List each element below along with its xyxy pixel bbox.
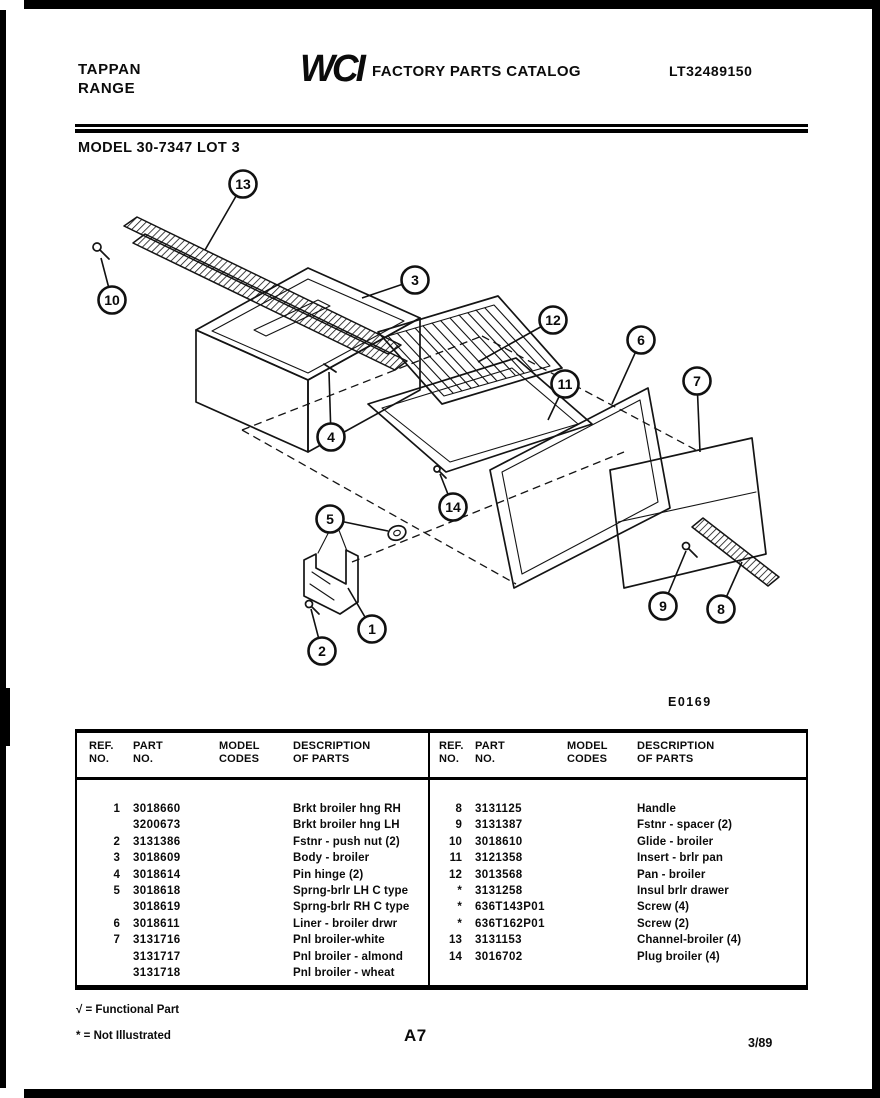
cell-codes <box>219 916 293 932</box>
table-row <box>77 850 428 866</box>
cell-part: 3013568 <box>475 868 523 881</box>
page-border-top <box>24 0 880 9</box>
cell-ref <box>89 965 133 981</box>
callout-number: 11 <box>557 376 573 392</box>
cell-codes <box>219 949 293 965</box>
table-row <box>430 834 806 850</box>
cell-codes <box>567 850 637 866</box>
table-row <box>77 932 428 948</box>
brand-line2: RANGE <box>78 80 136 97</box>
callout-number: 6 <box>637 332 645 348</box>
cell-desc: Sprng-brlr LH C type <box>293 884 409 897</box>
cell-desc: Insert - brlr pan <box>637 852 724 865</box>
cell-desc: Pan - broiler <box>637 868 706 881</box>
cell-codes <box>219 899 293 915</box>
callout-number: 4 <box>327 429 335 445</box>
cell-part: 3131387 <box>475 819 523 832</box>
hdr-desc-1: DESCRIPTION <box>293 740 371 752</box>
callout-number: 1 <box>368 621 376 637</box>
cell-desc: Brkt broiler hng RH <box>293 803 401 815</box>
cell-ref: * <box>457 917 462 930</box>
cell-desc: Pin hinge (2) <box>293 868 364 881</box>
cell-codes <box>567 817 637 833</box>
cell-desc: Screw (4) <box>637 901 690 914</box>
cell-part: 3018610 <box>475 835 523 848</box>
table-row <box>77 899 428 915</box>
table-row <box>430 916 806 932</box>
part-screw-10 <box>93 243 109 259</box>
cell-part: 3200673 <box>133 819 181 832</box>
cell-codes <box>567 899 637 915</box>
table-row <box>430 850 806 866</box>
cell-codes <box>219 834 293 850</box>
hdr-desc-1: DESCRIPTION <box>637 740 715 752</box>
table-rows-right <box>430 780 806 965</box>
table-row <box>430 801 806 817</box>
table-header-left <box>77 733 428 780</box>
cell-part: 3121358 <box>475 852 523 865</box>
col-model-codes <box>219 740 293 777</box>
cell-desc: Brkt broiler hng LH <box>293 819 400 832</box>
cell-codes <box>219 850 293 866</box>
table-row <box>77 801 428 817</box>
cell-ref: 3 <box>113 852 120 865</box>
cell-part: 3016702 <box>475 950 523 963</box>
table-row <box>430 899 806 915</box>
cell-part: 636T143P01 <box>475 901 545 914</box>
cell-part: 3018614 <box>133 868 181 881</box>
cell-codes <box>567 883 637 899</box>
cell-ref: 12 <box>449 868 462 881</box>
table-row <box>430 883 806 899</box>
cell-ref <box>89 949 133 965</box>
cell-desc: Pnl broiler-white <box>293 934 385 947</box>
cell-desc: Glide - broiler <box>637 835 714 848</box>
table-row <box>77 834 428 850</box>
cell-ref: 2 <box>113 835 120 848</box>
header-rule-2 <box>75 129 808 133</box>
part-hinge-bracket <box>304 520 358 614</box>
callout-number: 8 <box>717 601 725 617</box>
cell-ref: 4 <box>113 868 120 881</box>
brand-block <box>78 60 141 98</box>
hdr-codes-1: MODEL <box>219 740 260 752</box>
hdr-codes-2: CODES <box>219 753 260 765</box>
cell-codes <box>567 867 637 883</box>
cell-ref <box>89 817 133 833</box>
table-row <box>77 916 428 932</box>
cell-desc: Sprng-brlr RH C type <box>293 901 410 914</box>
document-number: LT32489150 <box>669 63 753 79</box>
cell-part: 3131717 <box>133 950 181 963</box>
cell-desc: Fstnr - spacer (2) <box>637 819 733 832</box>
header-rule-1 <box>75 124 808 127</box>
cell-part: 3131386 <box>133 835 181 848</box>
cell-ref: * <box>457 884 462 897</box>
cell-codes <box>567 801 637 817</box>
cell-desc: Insul brlr drawer <box>637 884 729 897</box>
cell-ref: 8 <box>455 803 462 815</box>
hdr-part-2: NO. <box>475 753 496 765</box>
table-row <box>77 883 428 899</box>
table-row <box>77 949 428 965</box>
cell-ref: 9 <box>455 819 462 832</box>
hdr-codes-2: CODES <box>567 753 608 765</box>
col-part-no <box>133 740 219 777</box>
cell-part: 3018660 <box>133 803 181 815</box>
cell-codes <box>567 916 637 932</box>
wci-logo: WCI <box>300 47 363 90</box>
hdr-ref-1: REF. <box>439 740 464 752</box>
cell-codes <box>219 801 293 817</box>
cell-part: 3131716 <box>133 934 181 947</box>
page-border-bottom <box>24 1089 880 1098</box>
cell-desc: Handle <box>637 803 676 815</box>
cell-part: 3018609 <box>133 852 181 865</box>
table-header-right <box>430 733 806 780</box>
table-row <box>430 867 806 883</box>
callout-number: 7 <box>693 373 701 389</box>
callout-number: 14 <box>445 499 461 515</box>
table-row <box>430 949 806 965</box>
cell-codes <box>567 834 637 850</box>
hdr-part-1: PART <box>133 740 163 752</box>
page-code: A7 <box>404 1026 427 1045</box>
cell-codes <box>219 867 293 883</box>
cell-part: 3131125 <box>475 803 522 815</box>
model-line: MODEL 30-7347 LOT 3 <box>78 140 241 156</box>
cell-ref: * <box>457 901 462 914</box>
hdr-ref-2: NO. <box>89 753 110 765</box>
col-model-codes <box>567 740 637 777</box>
cell-codes <box>219 932 293 948</box>
figure-code: E0169 <box>668 695 712 709</box>
cell-codes <box>219 965 293 981</box>
col-description <box>293 740 428 777</box>
hdr-ref-1: REF. <box>89 740 114 752</box>
cell-ref: 14 <box>449 950 462 963</box>
table-row <box>430 932 806 948</box>
hdr-part-1: PART <box>475 740 505 752</box>
cell-ref: 6 <box>113 917 120 930</box>
part-grommet <box>386 523 408 542</box>
cell-desc: Screw (2) <box>637 917 690 930</box>
brand-line1: TAPPAN <box>78 61 142 78</box>
parts-table-right <box>430 733 806 985</box>
hdr-ref-2: NO. <box>439 753 460 765</box>
hdr-part-2: NO. <box>133 753 154 765</box>
cell-ref: 13 <box>449 934 462 947</box>
part-screw-14 <box>434 466 446 478</box>
exploded-diagram <box>70 165 815 710</box>
cell-part: 3131258 <box>475 884 523 897</box>
cell-desc: Liner - broiler drwr <box>293 917 398 930</box>
scan-artifact <box>0 688 10 746</box>
callout-number: 12 <box>545 312 561 328</box>
hdr-codes-1: MODEL <box>567 740 608 752</box>
date-code: 3/89 <box>748 1036 773 1050</box>
table-rows-left <box>77 780 428 981</box>
cell-part: 3018611 <box>133 917 180 930</box>
table-row <box>77 817 428 833</box>
cell-ref: 5 <box>113 884 120 897</box>
cell-codes <box>219 817 293 833</box>
cell-desc: Channel-broiler (4) <box>637 934 742 947</box>
cell-part: 3131153 <box>475 934 522 947</box>
table-row <box>77 867 428 883</box>
footnote-functional: √ = Functional Part <box>76 1004 180 1016</box>
cell-codes <box>567 949 637 965</box>
cell-desc: Fstnr - push nut (2) <box>293 835 400 848</box>
part-broiler-liner <box>490 388 670 588</box>
callout-number: 5 <box>326 511 334 527</box>
cell-part: 3018619 <box>133 901 181 914</box>
cell-desc: Body - broiler <box>293 852 370 865</box>
page-border-right <box>872 0 880 1098</box>
parts-table <box>75 729 808 990</box>
col-part-no <box>475 740 567 777</box>
cell-desc: Plug broiler (4) <box>637 950 720 963</box>
parts-table-left <box>77 733 430 985</box>
cell-codes <box>219 883 293 899</box>
callout-number: 13 <box>235 176 251 192</box>
callout-number: 3 <box>411 272 419 288</box>
catalog-title: FACTORY PARTS CATALOG <box>372 63 581 80</box>
hdr-desc-2: OF PARTS <box>293 753 350 765</box>
callout-number: 2 <box>318 643 326 659</box>
col-description <box>637 740 806 777</box>
callout-number: 10 <box>104 292 120 308</box>
cell-ref: 10 <box>449 835 462 848</box>
cell-ref <box>89 899 133 915</box>
page-border-left <box>0 10 6 1088</box>
cell-part: 3018618 <box>133 884 181 897</box>
table-row <box>77 965 428 981</box>
cell-part: 3131718 <box>133 966 181 979</box>
hdr-desc-2: OF PARTS <box>637 753 694 765</box>
cell-desc: Pnl broiler - almond <box>293 950 403 963</box>
cell-ref: 7 <box>113 934 120 947</box>
table-row <box>430 817 806 833</box>
cell-ref: 1 <box>113 803 120 815</box>
col-ref-no <box>439 740 475 777</box>
cell-codes <box>567 932 637 948</box>
footnote-not-illustrated: * = Not Illustrated <box>76 1030 171 1042</box>
cell-part: 636T162P01 <box>475 917 545 930</box>
cell-ref: 11 <box>449 852 462 865</box>
callout-number: 9 <box>659 598 667 614</box>
cell-desc: Pnl broiler - wheat <box>293 966 395 979</box>
col-ref-no <box>89 740 133 777</box>
